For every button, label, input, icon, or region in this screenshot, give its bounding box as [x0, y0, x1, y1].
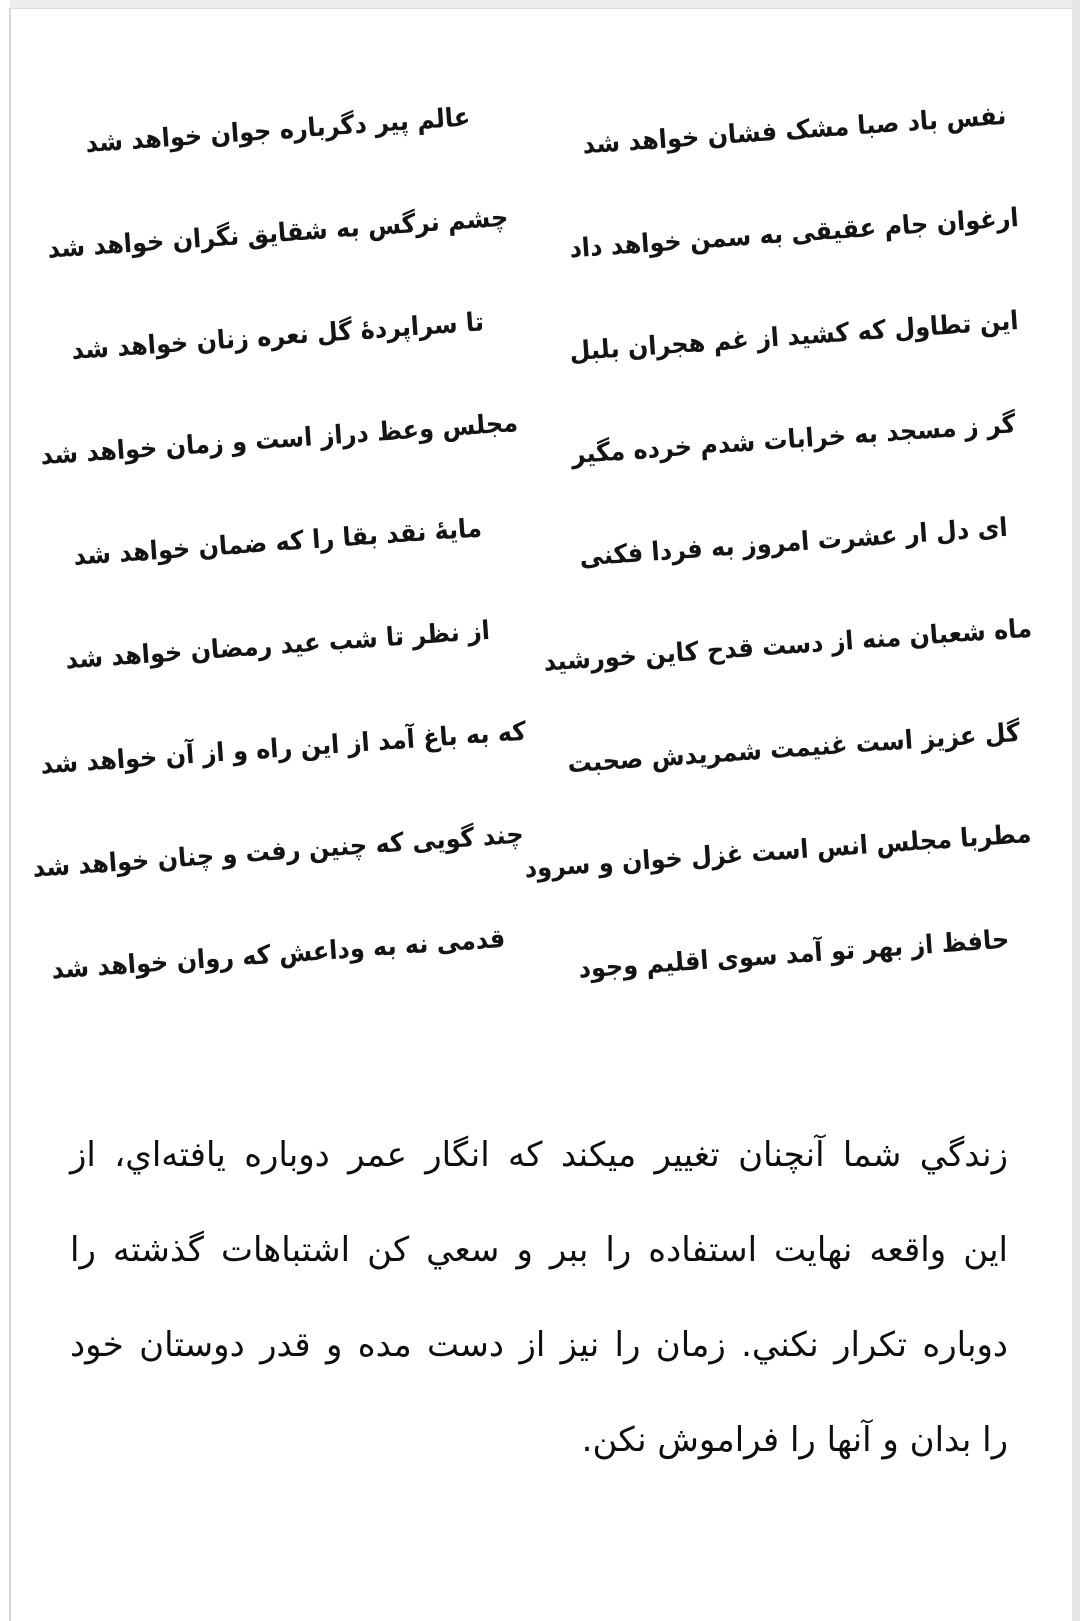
- hemistich-text: حافظ از بهر تو آمد سوی اقلیم وجود: [577, 923, 1011, 984]
- hemistich-text: ماه شعبان منه از دست قدح کاین خورشید: [542, 612, 1033, 677]
- interpretation-line: دوباره تكرار نكني. زمان را نيز از دست مده و قدر دوستان خود: [70, 1325, 1008, 1365]
- page-edge-right: [1072, 0, 1080, 1621]
- couplet-9: [40, 902, 1032, 1005]
- hemistich-text: چشم نرگس به شقایق نگران خواهد شد: [46, 201, 510, 264]
- hemistich-second: [39, 406, 519, 471]
- hemistich-text: از نظر تا شب عید رمضان خواهد شد: [64, 614, 492, 675]
- hemistich-first: [542, 612, 1033, 677]
- hemistich-second: [40, 306, 516, 365]
- hemistich-text: که به باغ آمد از این راه و از آن خواهد شد: [39, 715, 528, 780]
- page-edge-top: [10, 0, 1080, 9]
- hemistich-first: [556, 923, 1032, 984]
- hemistich-text: گر ز مسجد به خرابات شدم خرده مگیر: [570, 407, 1017, 470]
- hemistich-first: [556, 716, 1032, 779]
- interpretation-line: زندگي شما آنچنان تغيير ميكند كه انگار عمر دوباره يافته‌اي، از: [70, 1135, 1008, 1175]
- hemistich-text: مایهٔ نقد بقا را که ضمان خواهد شد: [72, 512, 484, 571]
- hemistich-first: [556, 99, 1032, 160]
- hemistich-second: [39, 715, 528, 780]
- hemistich-text: مجلس وعظ دراز است و زمان خواهد شد: [39, 406, 519, 471]
- hemistich-first: [556, 304, 1032, 367]
- couplet-6: [40, 593, 1032, 696]
- hemistich-first: [556, 407, 1032, 470]
- hemistich-text: عالم پیر دگرباره جوان خواهد شد: [84, 100, 472, 159]
- hemistich-text: گل عزیز است غنیمت شمریدش صحبت: [566, 716, 1022, 779]
- hemistich-text: چند گویی که چنین رفت و چنان خواهد شد: [31, 818, 525, 883]
- hemistich-first: [523, 817, 1033, 884]
- ghazal-poem: [31, 78, 1033, 1005]
- hemistich-text: تا سراپردهٔ گل نعره زنان خواهد شد: [70, 306, 486, 365]
- hemistich-text: این تطاول که کشید از غم هجران بلبل: [568, 304, 1020, 367]
- hemistich-text: ای دل ار عشرت امروز به فردا فکنی: [578, 511, 1009, 572]
- couplet-2: [40, 181, 1032, 284]
- hemistich-second: [40, 922, 516, 985]
- couplet-4: [40, 387, 1032, 490]
- hemistich-text: ارغوان جام عقیقی به سمن خواهد داد: [568, 201, 1020, 264]
- interpretation-line: را بدان و آنها را فراموش نكن.: [581, 1420, 1008, 1460]
- hemistich-first: [556, 511, 1032, 572]
- hemistich-second: [40, 201, 516, 264]
- interpretation-paragraph: [70, 1108, 1008, 1488]
- hemistich-second: [40, 100, 516, 159]
- couplet-1: [40, 78, 1032, 181]
- couplet-5: [40, 490, 1032, 593]
- hemistich-second: [40, 512, 516, 571]
- hemistich-second: [40, 614, 516, 675]
- hemistich-text: قدمی نه به وداعش که روان خواهد شد: [50, 922, 506, 985]
- hemistich-text: مطربا مجلس انس است غزل خوان و سرود: [523, 817, 1033, 884]
- hemistich-text: نفس باد صبا مشک فشان خواهد شد: [581, 99, 1007, 160]
- couplet-8: [31, 799, 1033, 902]
- couplet-7: [40, 696, 1032, 799]
- hemistich-second: [31, 818, 525, 883]
- page-edge-left: [9, 8, 11, 1621]
- interpretation-line: اين واقعه نهايت استفاده را ببر و سعي كن اشتباهات گذشته را: [70, 1230, 1008, 1270]
- hemistich-first: [556, 201, 1032, 264]
- couplet-3: [40, 284, 1032, 387]
